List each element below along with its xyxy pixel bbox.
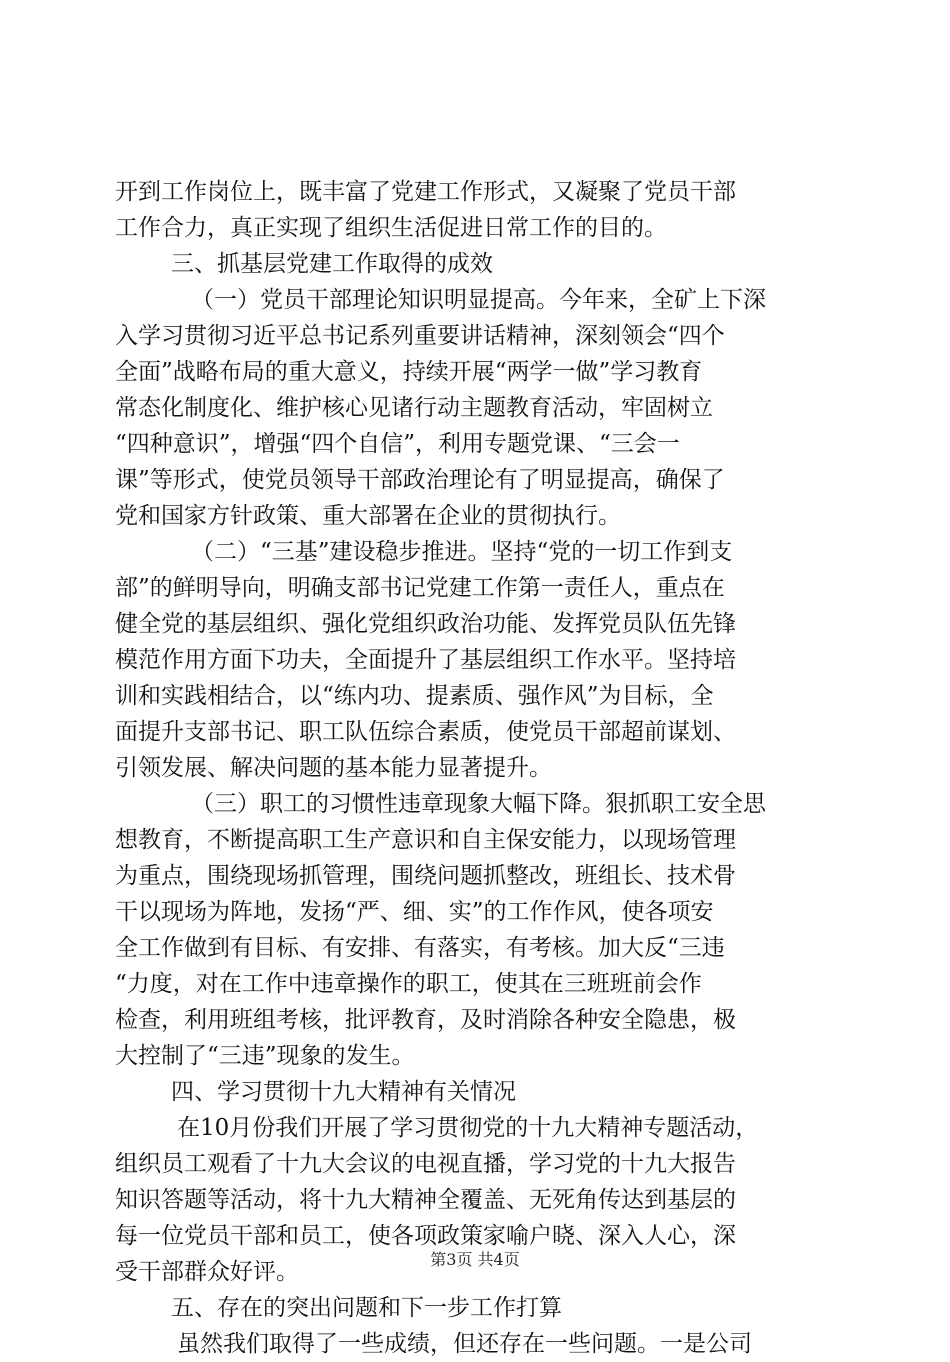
section-heading-5: 五、存在的突出问题和下一步工作打算 [171, 1295, 562, 1321]
body-line: 大控制了“三违”现象的发生。 [115, 1043, 415, 1069]
body-line: 受干部群众好评。 [115, 1259, 299, 1285]
body-line: 部”的鲜明导向，明确支部书记党建工作第一责任人，重点在 [115, 575, 725, 601]
body-line: 全工作做到有目标、有安排、有落实，有考核。加大反“三违 [115, 935, 725, 961]
body-line: “力度，对在工作中违章操作的职工，使其在三班班前会作 [115, 971, 702, 997]
body-line: 组织员工观看了十九大会议的电视直播，学习党的十九大报告 [115, 1151, 736, 1177]
subsection-heading-1: （一）党员干部理论知识明显提高。今年来，全矿上下深 [191, 287, 766, 313]
body-line: 课”等形式，使党员领导干部政治理论有了明显提高，确保了 [115, 467, 725, 493]
body-line: 模范作用方面下功夫，全面提升了基层组织工作水平。坚持培 [115, 647, 736, 673]
body-line: 为重点，围绕现场抓管理，围绕问题抓整改，班组长、技术骨 [115, 863, 736, 889]
subsection-heading-2: （二）“三基”建设稳步推进。坚持“党的一切工作到支 [191, 539, 733, 565]
document-body [115, 174, 840, 1362]
paragraph-start: 在10月份我们开展了学习贯彻党的十九大精神专题活动， [177, 1115, 759, 1141]
body-line: 常态化制度化、维护核心见诸行动主题教育活动，牢固树立 [115, 395, 713, 421]
body-line: “四种意识”，增强“四个自信”，利用专题党课、“三会一 [115, 431, 680, 457]
body-line: 党和国家方针政策、重大部署在企业的贯彻执行。 [115, 503, 621, 529]
body-line: 想教育，不断提高职工生产意识和自主保安能力，以现场管理 [115, 827, 736, 853]
page-footer: 第3页 共4页 [430, 1250, 520, 1269]
body-line: 全面”战略布局的重大意义，持续开展“两学一做”学习教育 [115, 359, 703, 385]
body-line: 入学习贯彻习近平总书记系列重要讲话精神，深刻领会“四个 [115, 323, 725, 349]
body-line: 检查，利用班组考核，批评教育，及时消除各种安全隐患，极 [115, 1007, 736, 1033]
subsection-heading-3: （三）职工的习惯性违章现象大幅下降。狠抓职工安全思 [191, 791, 766, 817]
body-line: 面提升支部书记、职工队伍综合素质，使党员干部超前谋划、 [115, 719, 736, 745]
body-line: 工作合力，真正实现了组织生活促进日常工作的目的。 [115, 215, 667, 241]
body-line: 健全党的基层组织、强化党组织政治功能、发挥党员队伍先锋 [115, 611, 736, 637]
body-line: 训和实践相结合，以“练内功、提素质、强作风”为目标，全 [115, 683, 714, 709]
section-heading-3: 三、抓基层党建工作取得的成效 [171, 251, 493, 277]
body-line: 引领发展、解决问题的基本能力显著提升。 [115, 755, 552, 781]
body-line: 干以现场为阵地，发扬“严、细、实”的工作作风，使各项安 [115, 899, 714, 925]
section-heading-4: 四、学习贯彻十九大精神有关情况 [171, 1079, 516, 1105]
body-line: 知识答题等活动，将十九大精神全覆盖、无死角传达到基层的 [115, 1187, 736, 1213]
body-line: 开到工作岗位上，既丰富了党建工作形式，又凝聚了党员干部 [115, 179, 736, 205]
body-line: 每一位党员干部和员工，使各项政策家喻户晓、深入人心，深 [115, 1223, 736, 1249]
paragraph-start: 虽然我们取得了一些成绩，但还存在一些问题。一是公司 [177, 1331, 752, 1357]
